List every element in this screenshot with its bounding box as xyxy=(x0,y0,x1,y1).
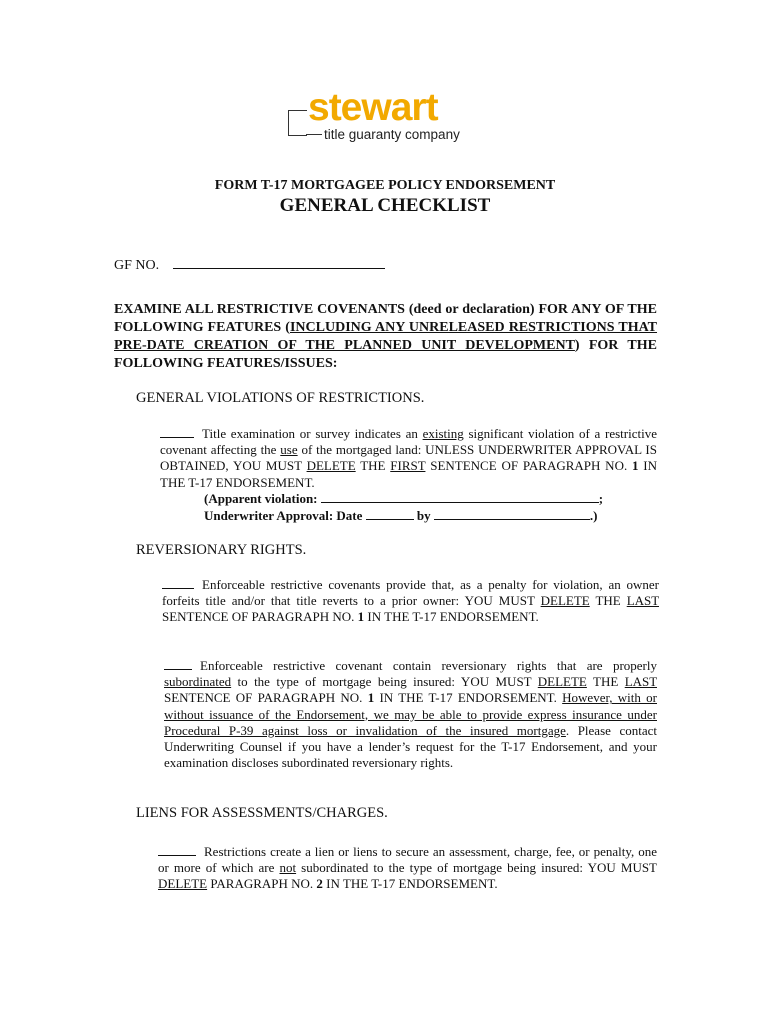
checklist-item-subordinated-reversion xyxy=(164,657,657,771)
item-text: Enforceable restrictive covenant contain reversionary rights that are properly xyxy=(200,658,657,673)
item-text: SENTENCE OF PARAGRAPH NO. xyxy=(425,458,632,474)
item-text: THE xyxy=(586,674,625,690)
item-underline: LAST xyxy=(626,593,659,609)
item-underline: subordinated xyxy=(164,674,232,690)
item-text: PARAGRAPH NO. xyxy=(207,876,317,892)
checklist-item-forfeiture xyxy=(162,576,659,626)
section-heading-reversionary-rights: REVERSIONARY RIGHTS. xyxy=(136,542,307,558)
approval-by-label: by xyxy=(416,508,431,523)
item-text: . Please contact Underwriting Counsel if you have a lender’s request for the T-17 Endorsement, and your examination discloses subordinated reversionary rights. xyxy=(164,722,657,771)
item-bold: 1 xyxy=(367,690,375,706)
section-heading-liens: LIENS FOR ASSESSMENTS/CHARGES. xyxy=(136,805,388,821)
item-text: IN THE T-17 ENDORSEMENT. xyxy=(160,458,657,490)
item-underline: use xyxy=(280,442,298,458)
item-bold: 1 xyxy=(357,609,365,625)
item-underline: FIRST xyxy=(390,458,426,474)
item-underline: LAST xyxy=(624,674,657,690)
main-title: GENERAL CHECKLIST xyxy=(279,195,491,216)
logo-tagline: title guaranty company xyxy=(324,127,460,142)
item-underline: DELETE xyxy=(537,674,587,690)
item-bold: 2 xyxy=(316,876,323,892)
check-blank[interactable] xyxy=(164,657,192,670)
item-underline: DELETE xyxy=(158,876,208,892)
item-bold: 1 xyxy=(632,458,639,474)
item-text: Enforceable restrictive covenants provide that, as a penalty for violation, an owner forfeits title and/or that title reverts to a prior owner: YOU MUST xyxy=(162,577,659,609)
item-text: to the type of mortgage being insured: YOU MUST xyxy=(231,674,538,690)
item-text: IN THE T-17 ENDORSEMENT. xyxy=(322,876,498,892)
checklist-item-existing-violation xyxy=(160,425,657,491)
apparent-violation-end: ; xyxy=(598,491,604,506)
section-heading-general-violations: GENERAL VIOLATIONS OF RESTRICTIONS. xyxy=(136,390,425,406)
logo-bracket-mark xyxy=(288,110,307,136)
intro-text-2: ) FOR THE FOLLOWING FEATURES/ISSUES: xyxy=(114,338,657,371)
check-blank[interactable] xyxy=(158,843,196,856)
item-underline: not xyxy=(279,860,297,876)
item-underline: DELETE xyxy=(540,593,590,609)
item-text: subordinated to the type of mortgage being insured: YOU MUST xyxy=(296,860,658,876)
intro-underlined: INCLUDING ANY UNRELEASED RESTRICTIONS THAT PRE-DATE CREATION OF THE PLANNED UNIT DEVELOPMENT xyxy=(114,320,658,353)
stewart-logo xyxy=(288,86,488,148)
item-underline: existing xyxy=(422,426,464,441)
intro-text-1: EXAMINE ALL RESTRICTIVE COVENANTS (deed or declaration) FOR ANY OF THE FOLLOWING FEATURES ( xyxy=(114,302,657,335)
apparent-violation-blank[interactable] xyxy=(321,490,599,503)
item-underline: However, with or without issuance of the Endorsement, we may be able to provide express insurance under Procedural P-39 against loss or invalidation of the insured mortgage xyxy=(164,690,657,738)
item-text: of the mortgaged land: UNLESS UNDERWRITER APPROVAL IS OBTAINED, YOU MUST xyxy=(160,442,657,474)
item-text: SENTENCE OF PARAGRAPH NO. xyxy=(162,609,358,625)
approval-end: .) xyxy=(589,508,598,523)
underwriter-approval-line xyxy=(204,507,659,524)
logo-brand-text: stewart xyxy=(308,86,438,129)
item-text: Restrictions create a lien or liens to secure an assessment, charge, fee, or penalty, one or more of which are xyxy=(158,844,657,876)
checklist-item-lien-assessment xyxy=(158,843,657,893)
approval-by-blank[interactable] xyxy=(434,507,590,520)
gf-number-blank[interactable] xyxy=(173,254,385,269)
apparent-violation-line xyxy=(204,490,659,507)
check-blank[interactable] xyxy=(160,425,194,438)
approval-date-blank[interactable] xyxy=(366,507,414,520)
item-text: Title examination or survey indicates an xyxy=(202,426,423,441)
intro-instructions xyxy=(114,301,657,373)
item-text: THE xyxy=(589,593,627,609)
item-underline: DELETE xyxy=(306,458,356,474)
item-text: significant violation of a restrictive covenant affecting the xyxy=(160,426,657,458)
item-text: SENTENCE OF PARAGRAPH NO. xyxy=(164,690,368,706)
gf-number-field xyxy=(114,254,385,274)
item-text: THE xyxy=(355,458,391,474)
gf-number-label: GF NO. xyxy=(114,258,160,273)
approval-date-label: Underwriter Approval: Date xyxy=(204,508,363,523)
check-blank[interactable] xyxy=(162,576,194,589)
item-text: IN THE T-17 ENDORSEMENT. xyxy=(374,690,563,706)
apparent-violation-label: (Apparent violation: xyxy=(204,491,318,506)
logo-tick-mark xyxy=(306,134,322,135)
form-title: FORM T-17 MORTGAGEE POLICY ENDORSEMENT xyxy=(214,178,556,193)
item-text: IN THE T-17 ENDORSEMENT. xyxy=(364,609,539,625)
